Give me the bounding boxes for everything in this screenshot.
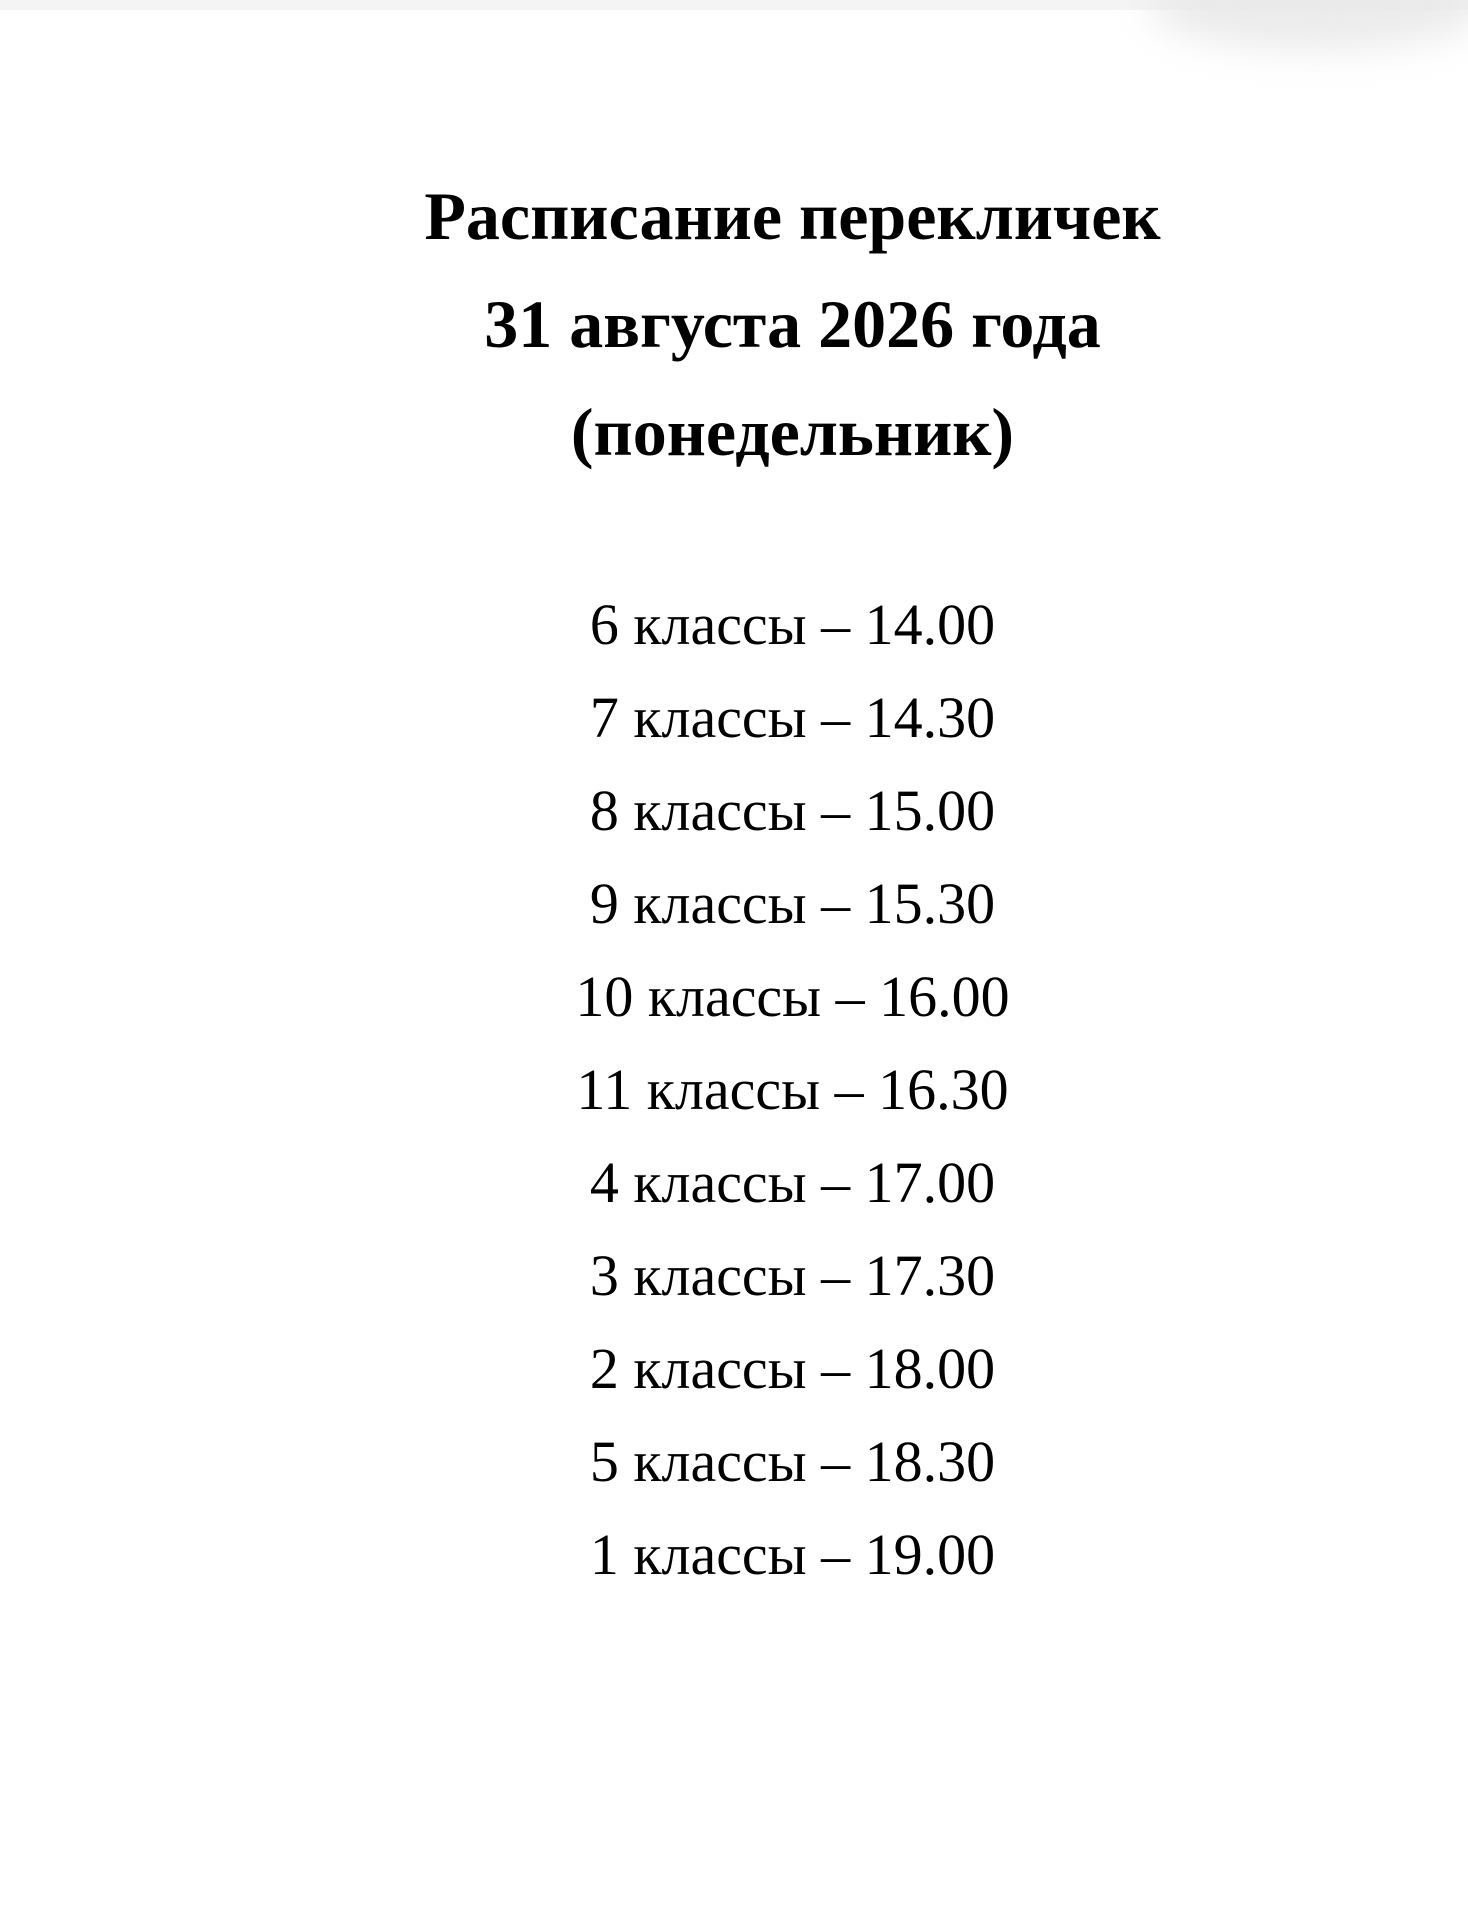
title-line-heading: Расписание перекличек <box>424 178 1161 254</box>
schedule-row: 5 классы – 18.30 <box>589 1429 996 1494</box>
schedule-row: 2 классы – 18.00 <box>589 1336 996 1401</box>
page-title <box>0 162 1468 486</box>
schedule-row: 10 классы – 16.00 <box>575 964 1010 1029</box>
title-line-weekday: (понедельник) <box>570 394 1015 470</box>
schedule-list <box>0 582 1468 1605</box>
schedule-row: 3 классы – 17.30 <box>589 1243 996 1308</box>
schedule-row: 8 классы – 15.00 <box>589 778 996 843</box>
title-line-date: 31 августа 2026 года <box>484 286 1101 362</box>
schedule-row: 6 классы – 14.00 <box>589 592 996 657</box>
schedule-row: 11 классы – 16.30 <box>576 1057 1009 1122</box>
schedule-row: 9 классы – 15.30 <box>589 871 996 936</box>
corner-blur <box>1148 0 1468 50</box>
schedule-row: 7 классы – 14.30 <box>589 685 996 750</box>
schedule-row: 1 классы – 19.00 <box>589 1522 996 1587</box>
schedule-row: 4 классы – 17.00 <box>589 1150 996 1215</box>
